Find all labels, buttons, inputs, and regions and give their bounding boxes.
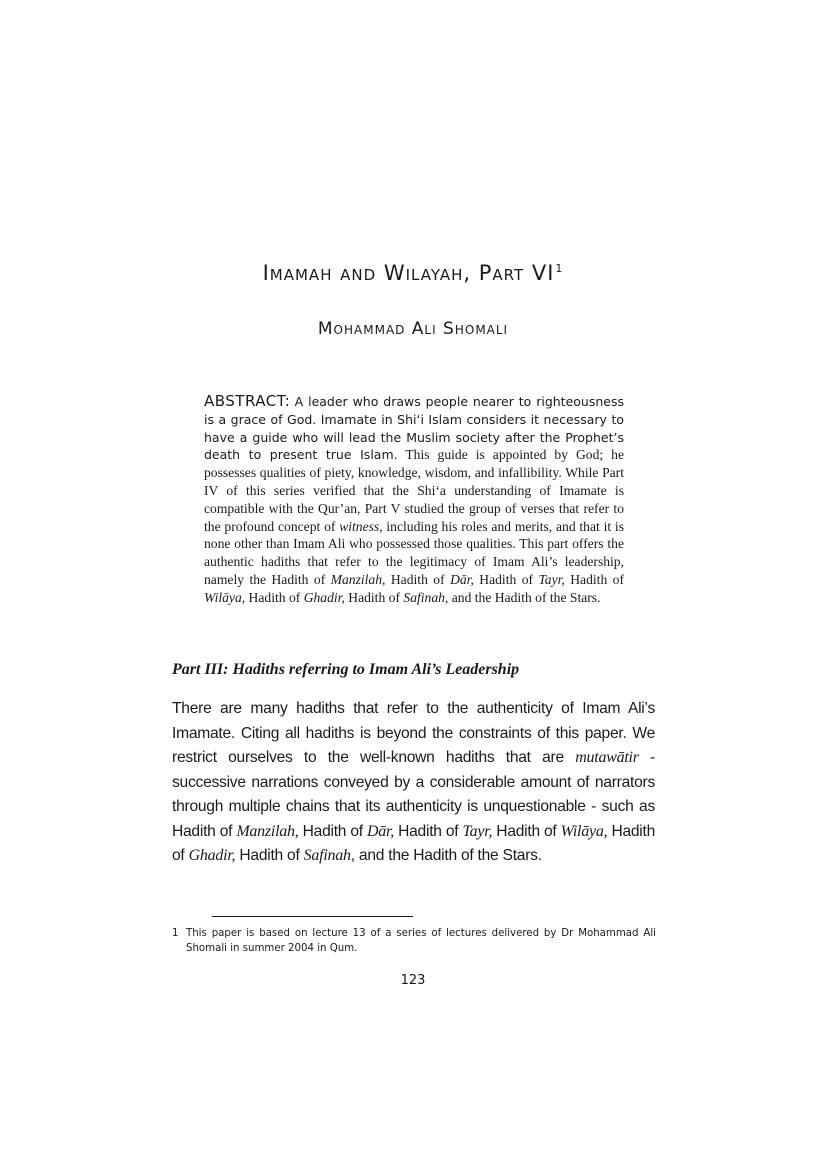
body-text: There are many hadiths that refer to the authenticity of Imam Ali’s Imamate. Citing all hadiths is beyond the constraints of this paper. We restrict ourselves to the well-known hadiths that are [172, 700, 655, 766]
abstract-term-ghadir: Ghadir, [303, 589, 345, 605]
footnote-mark: 1 [172, 928, 179, 939]
body-term-wilaya: Wilāya, [560, 822, 608, 840]
abstract-text: Hadith of [344, 589, 404, 605]
body-term-manzilah: Manzilah, [236, 822, 299, 840]
body-text: Hadith of [298, 822, 367, 840]
abstract-text: Hadith of [564, 571, 624, 587]
footnote-text: This paper is based on lecture 13 of a series of lectures delivered by Dr Mohammad Ali Shomali in summer 2004 in Qum. [186, 928, 656, 954]
body-term-dar: Dār, [366, 822, 394, 840]
body-paragraph [172, 697, 655, 869]
title-footnote-ref[interactable]: 1 [555, 262, 564, 275]
section-heading: Part III: Hadiths referring to Imam Ali’s Leadership [172, 661, 520, 678]
body-term-safinah: Safinah [303, 847, 351, 864]
abstract-term-wilaya: Wilāya, [204, 589, 246, 605]
abstract-text: This guide is appointed by God; he possesses qualities of piety, knowledge, wisdom, and infallibility. While Part IV of this series verified that the Shi‘a understanding of Imamate is compatible with the Qur’an, Part V studied the group of verses that refer to the profound concept of [204, 447, 625, 534]
body-text: Hadith of [172, 822, 656, 864]
body-text: Hadith of [235, 847, 304, 864]
abstract-term-dar: Dār, [450, 571, 474, 587]
abstract-text: Hadith of [245, 589, 304, 605]
abstract-text: , and the Hadith of the Stars. [444, 589, 601, 605]
author-name: Mohammad Ali Shomali [317, 319, 509, 339]
abstract-label: ABSTRACT: [204, 392, 291, 410]
page-number: 123 [400, 973, 426, 988]
body-text: , and the Hadith of the Stars. [350, 847, 542, 864]
footnote-divider [212, 916, 413, 917]
footnote [172, 926, 656, 956]
body-term-mutawatir: mutawātir [575, 749, 639, 766]
abstract-text: , including his roles and merits, and that it is none other than Imam Ali who possessed those qualities. This part offers the authentic hadiths that refer to the legitimacy of Imam Ali’s leadership, namely the Hadith of [204, 518, 624, 587]
body-text: Hadith of [492, 822, 561, 840]
abstract-lead: A leader who draws people nearer to righteousness is a grace of God. Imamate in Shi‘i Islam considers it necessary to have a guide who will lead the Muslim society after the Prophet’s death to present true Islam. [204, 394, 624, 463]
body-term-ghadir: Ghadir, [188, 847, 236, 864]
abstract-text: Hadith of [473, 571, 539, 587]
body-term-tayr: Tayr, [462, 822, 493, 840]
abstract [204, 393, 624, 607]
paper-title-text: Imamah and Wilayah, Part VI [262, 261, 555, 285]
paper-title [0, 253, 826, 289]
abstract-text: Hadith of [385, 571, 451, 587]
abstract-term-safinah: Safinah [403, 589, 445, 605]
abstract-term-manzilah: Manzilah, [330, 571, 386, 587]
abstract-term-witness: witness [339, 518, 380, 534]
body-text: - successive narrations conveyed by a considerable amount of narrators through multiple chains that its authenticity is unquestionable - such as Hadith of [172, 749, 655, 840]
abstract-term-tayr: Tayr, [538, 571, 565, 587]
body-text: Hadith of [394, 822, 463, 840]
